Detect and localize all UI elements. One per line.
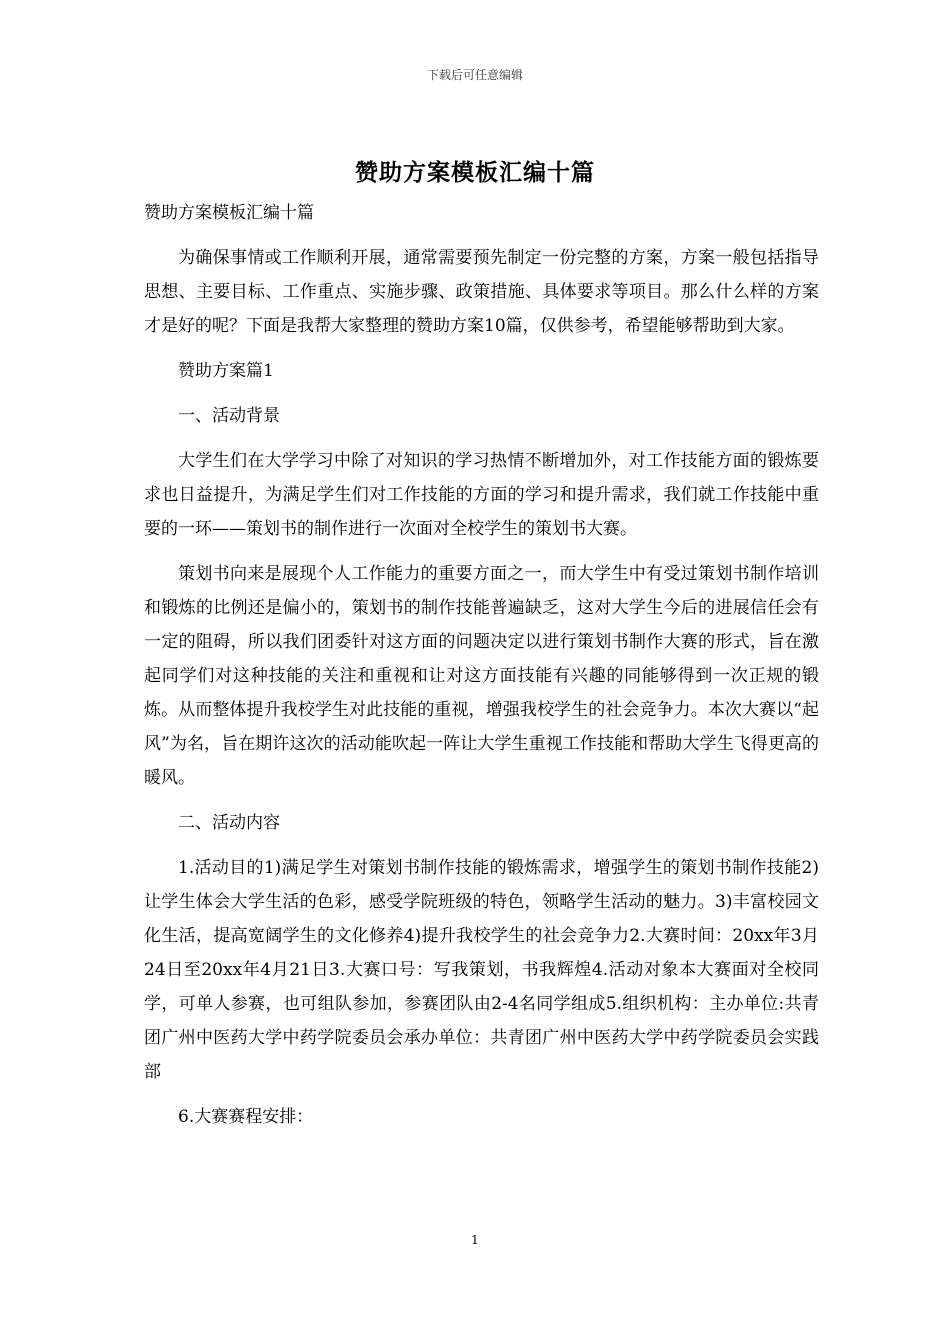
body-paragraph: 6.大赛赛程安排： [178,1107,314,1127]
subtitle-paragraph: 赞助方案模板汇编十篇 [144,203,314,223]
subsection-heading: 二、活动内容 [178,813,280,833]
body-paragraph: 大学生们在大学学习中除了对知识的学习热情不断增加外，对工作技能方面的锻炼要求也日益提升，为满足学生们对工作技能的方面的学习和提升需求，我们就工作技能中重要的一环——策划书的制作进行一次面对全校学生的策划书大赛。 [144,451,819,539]
body-paragraph: 1.活动目的1)满足学生对策划书制作技能的锻炼需求，增强学生的策划书制作技能2)让学生体会大学生活的色彩，感受学院班级的特色，领略学生活动的魅力。3)丰富校园文化生活，提高宽阔学生的文化修养4)提升我校学生的社会竞争力2.大赛时间：20xx年3月24日至20xx年4月21日3.大赛口号：写我策划，书我辉煌4.活动对象本大赛面对全校同学，可单人参赛，也可组队参加，参赛团队由2-4名同学组成5.组织机构：主办单位:共青团广州中医药大学中药学院委员会承办单位：共青团广州中医药大学中药学院委员会实践部 [144,858,819,1082]
document-title: 赞助方案模板汇编十篇 [355,159,595,186]
intro-paragraph: 为确保事情或工作顺利开展，通常需要预先制定一份完整的方案，方案一般包括指导思想、主要目标、工作重点、实施步骤、政策措施、具体要求等项目。那么什么样的方案才是好的呢？下面是我帮大家整理的赞助方案10篇，仅供参考，希望能够帮助到大家。 [144,248,819,336]
subsection-heading: 一、活动背景 [178,406,280,426]
header-note: 下载后可任意编辑 [426,68,523,82]
document-body [144,196,819,1145]
body-paragraph: 策划书向来是展现个人工作能力的重要方面之一，而大学生中有受过策划书制作培训和锻炼的比例还是偏小的，策划书的制作技能普遍缺乏，这对大学生今后的进展信任会有一定的阻碍，所以我们团委针对这方面的问题决定以进行策划书制作大赛的形式，旨在激起同学们对这种技能的关注和重视和让对这方面技能有兴趣的同能够得到一次正规的锻炼。从而整体提升我校学生对此技能的重视，增强我校学生的社会竞争力。本次大赛以“起风”为名，旨在期许这次的活动能吹起一阵让大学生重视工作技能和帮助大学生飞得更高的暖风。 [144,564,819,788]
section-heading: 赞助方案篇1 [178,361,274,381]
page-number: 1 [471,1233,479,1247]
